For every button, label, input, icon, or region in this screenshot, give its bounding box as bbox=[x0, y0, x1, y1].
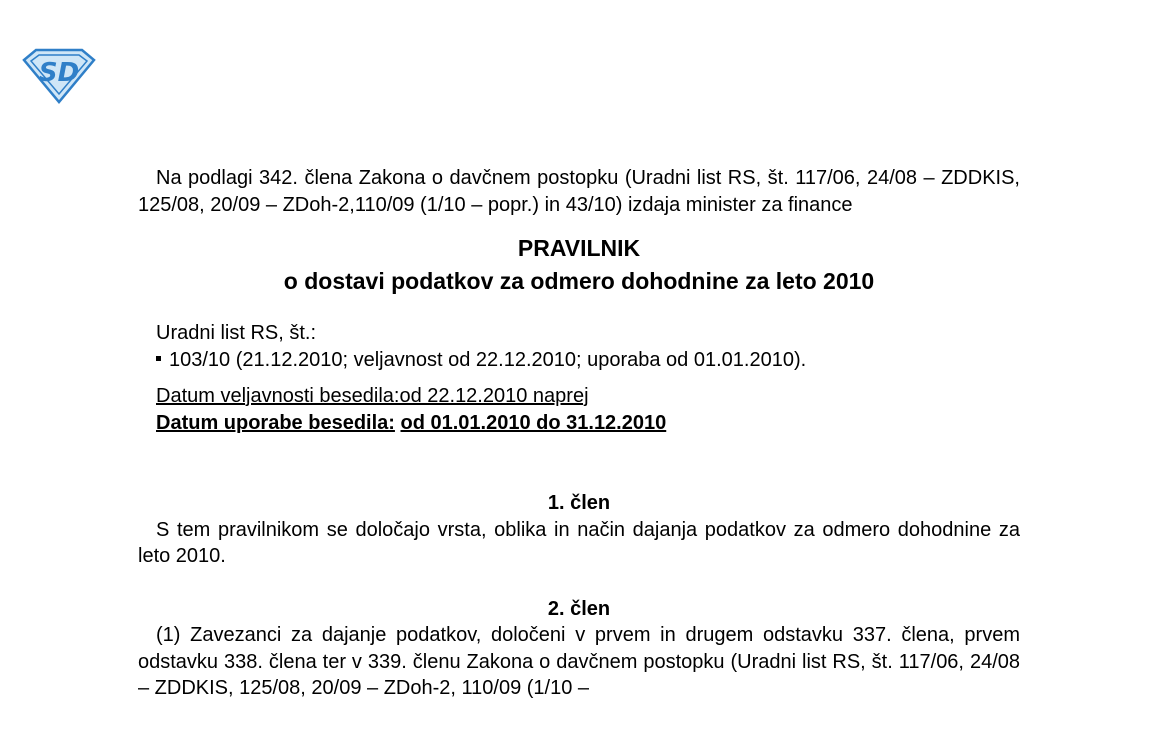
logo-text: SD bbox=[38, 58, 80, 88]
dates-block bbox=[138, 383, 1020, 436]
usage-date bbox=[156, 410, 1020, 437]
document-body bbox=[138, 165, 1020, 702]
intro-paragraph: Na podlagi 342. člena Zakona o davčnem postopku (Uradni list RS, št. 117/06, 24/08 – ZDDKIS, 125/08, 20/09 – ZDoh-2,110/09 (1/10 – popr.) in 43/10) izdaja minister za finance bbox=[138, 167, 1020, 216]
validity-date: Datum veljavnosti besedila:od 22.12.2010 naprej bbox=[156, 385, 589, 407]
article-1-text: S tem pravilnikom se določajo vrsta, oblika in način dajanja podatkov za odmero dohodnine za leto 2010. bbox=[138, 518, 1020, 567]
sd-logo-icon bbox=[22, 48, 96, 104]
sources-item bbox=[156, 347, 1020, 374]
title-line-2: o dostavi podatkov za odmero dohodnine za leto 2010 bbox=[283, 268, 875, 294]
usage-date-value: od 01.01.2010 do 31.12.2010 bbox=[400, 411, 667, 434]
title-line-1: PRAVILNIK bbox=[517, 235, 641, 261]
usage-date-label: Datum uporabe besedila: bbox=[156, 411, 395, 434]
document-title bbox=[138, 232, 1020, 298]
sources-block bbox=[138, 320, 1020, 373]
sources-item-text: 103/10 (21.12.2010; veljavnost od 22.12.2010; uporaba od 01.01.2010). bbox=[169, 348, 807, 371]
article-1-title: 1. člen bbox=[547, 492, 611, 514]
article-2-text: (1) Zavezanci za dajanje podatkov, določeni v prvem in drugem odstavku 337. člena, prvem odstavku 338. člena ter v 339. členu Zakona o davčnem postopku (Uradni list RS, št. 117/06, 24/08 – ZDDKIS, 125/08, 20/09 – ZDoh-2, 110/09 (1/10 – bbox=[138, 624, 1020, 699]
article-2-title: 2. člen bbox=[547, 597, 611, 620]
sources-label: Uradni list RS, št.: bbox=[156, 322, 317, 344]
